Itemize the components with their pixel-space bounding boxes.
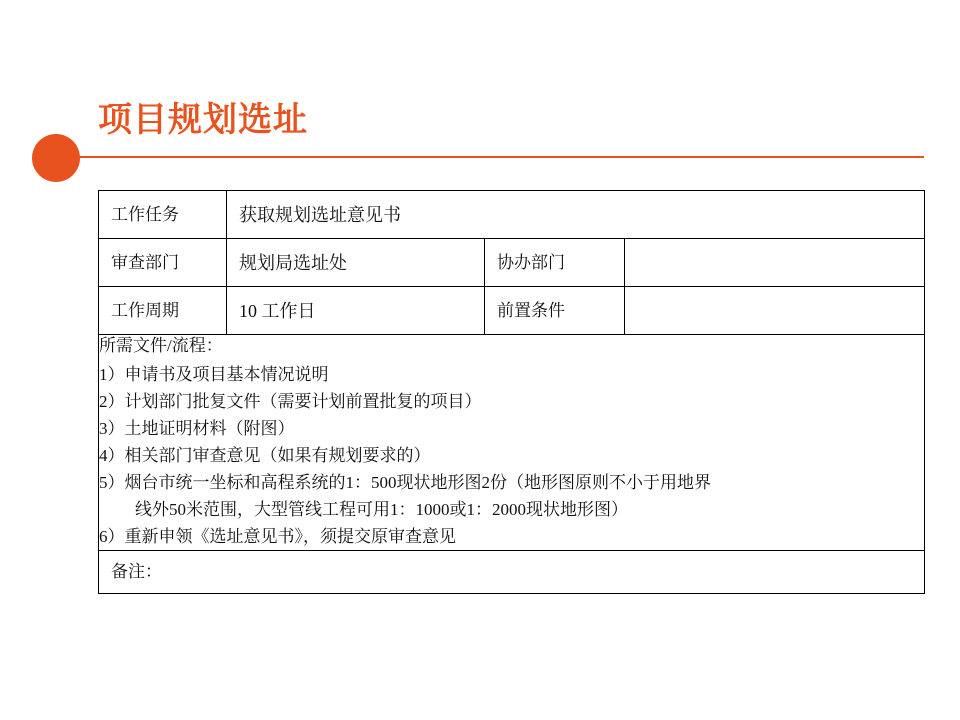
table-row (99, 335, 925, 551)
cycle-value-cell (227, 287, 485, 335)
table-row (99, 287, 925, 335)
cycle-label-cell (99, 287, 227, 335)
documents-list (99, 361, 924, 550)
list-item-text-continuation: 线外50米范围，大型管线工程可用1：1000或1：2000现状地形图） (135, 500, 628, 519)
list-item (99, 388, 924, 415)
list-item-text: 2）计划部门批复文件（需要计划前置批复的项目） (99, 392, 482, 411)
cycle-value: 10 工作日 (239, 300, 316, 321)
list-item-text: 4）相关部门审查意见（如果有规划要求的） (99, 446, 431, 465)
review-dept-value-cell (227, 239, 485, 287)
list-item-text: 3）土地证明材料（附图） (99, 419, 295, 438)
title-bullet-decoration (32, 134, 80, 182)
table-row (99, 191, 925, 239)
remark-cell (99, 551, 925, 594)
remark-label: 备注： (111, 562, 162, 581)
list-item (99, 361, 924, 388)
list-item-text: 6）重新申领《选址意见书》，须提交原审查意见 (99, 527, 456, 546)
title-underline (62, 156, 924, 158)
assist-dept-value-cell (625, 239, 925, 287)
assist-dept-label-cell (485, 239, 625, 287)
list-item (99, 415, 924, 442)
review-dept-label-cell (99, 239, 227, 287)
task-value: 获取规划选址意见书 (239, 204, 401, 225)
table-row (99, 239, 925, 287)
page-title: 项目规划选址 (98, 101, 308, 139)
assist-dept-value (625, 242, 924, 284)
task-label-cell (99, 191, 227, 239)
review-dept-label: 审查部门 (111, 252, 179, 272)
list-item-text: 1）申请书及项目基本情况说明 (99, 365, 329, 384)
precondition-label-cell (485, 287, 625, 335)
review-dept-value: 规划局选址处 (239, 252, 347, 273)
precondition-value-cell (625, 287, 925, 335)
list-item-text: 5）烟台市统一坐标和高程系统的1：500现状地形图2份（地形图原则不小于用地界 (99, 473, 711, 492)
list-item (99, 523, 924, 550)
documents-heading: 所需文件/流程： (99, 336, 223, 355)
precondition-label: 前置条件 (497, 300, 565, 320)
cycle-label: 工作周期 (111, 300, 179, 320)
form-table-container (98, 190, 924, 594)
assist-dept-label: 协办部门 (497, 252, 565, 272)
list-item (99, 442, 924, 469)
form-table (98, 190, 925, 594)
table-row (99, 551, 925, 594)
task-label: 工作任务 (111, 204, 179, 224)
documents-cell (99, 335, 925, 551)
list-item (99, 469, 924, 523)
precondition-value (625, 290, 924, 332)
task-value-cell (227, 191, 925, 239)
